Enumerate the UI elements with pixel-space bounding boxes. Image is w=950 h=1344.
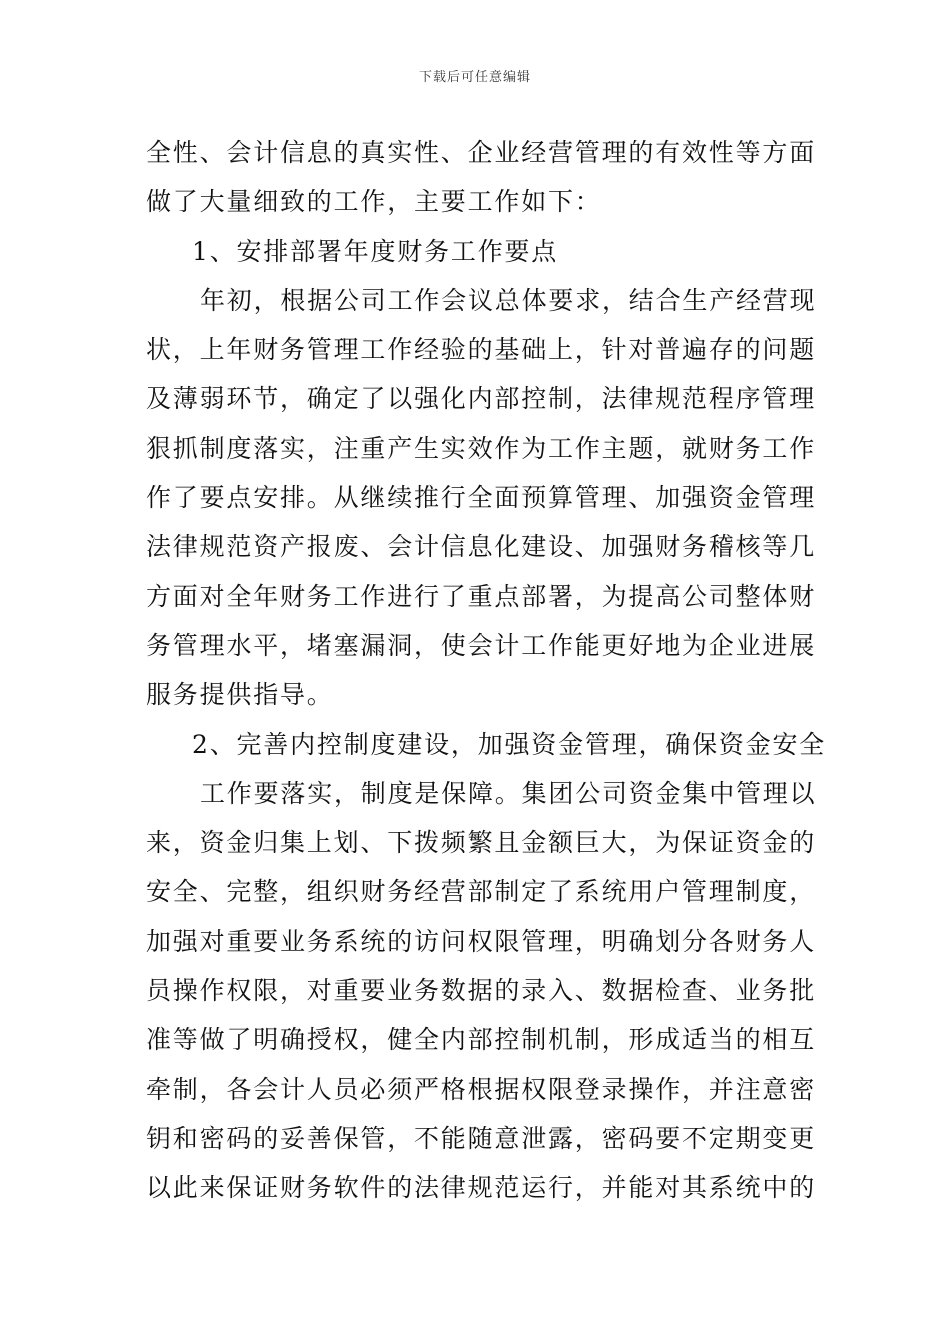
body-line: 及薄弱环节，确定了以强化内部控制，法律规范程序管理 bbox=[146, 384, 817, 414]
body-line: 准等做了明确授权，健全内部控制机制，形成适当的相互 bbox=[146, 1025, 817, 1055]
body-line: 全性、会计信息的真实性、企业经营管理的有效性等方面 bbox=[146, 138, 817, 167]
section-heading: 1、安排部署年度财务工作要点 bbox=[192, 236, 559, 266]
body-line: 来，资金归集上划、下拨频繁且金额巨大，为保证资金的 bbox=[146, 828, 817, 858]
body-line: 加强对重要业务系统的访问权限管理，明确划分各财务人 bbox=[146, 926, 817, 956]
body-line: 方面对全年财务工作进行了重点部署，为提高公司整体财 bbox=[146, 581, 817, 611]
section-heading: 2、完善内控制度建设，加强资金管理，确保资金安全 bbox=[192, 729, 827, 759]
body-line: 做了大量细致的工作，主要工作如下： bbox=[146, 187, 602, 217]
document-body bbox=[146, 128, 827, 1213]
body-line: 作了要点安排。从继续推行全面预算管理、加强资金管理 bbox=[146, 483, 817, 513]
body-line: 狠抓制度落实，注重产生实效作为工作主题，就财务工作 bbox=[146, 433, 817, 463]
body-line: 牵制，各会计人员必须严格根据权限登录操作，并注意密 bbox=[146, 1074, 817, 1104]
body-line: 钥和密码的妥善保管，不能随意泄露，密码要不定期变更 bbox=[146, 1123, 817, 1153]
body-line: 安全、完整，组织财务经营部制定了系统用户管理制度， bbox=[146, 877, 817, 907]
body-line: 以此来保证财务软件的法律规范运行，并能对其系统中的 bbox=[146, 1173, 817, 1203]
body-line: 服务提供指导。 bbox=[146, 680, 334, 710]
body-line: 法律规范资产报废、会计信息化建设、加强财务稽核等几 bbox=[146, 532, 817, 562]
body-line: 状，上年财务管理工作经验的基础上，针对普遍存的问题 bbox=[146, 335, 817, 365]
body-line: 员操作权限，对重要业务数据的录入、数据检查、业务批 bbox=[146, 976, 817, 1006]
body-line: 年初，根据公司工作会议总体要求，结合生产经营现 bbox=[200, 285, 817, 315]
body-line: 务管理水平，堵塞漏洞，使会计工作能更好地为企业进展 bbox=[146, 630, 817, 660]
body-line: 工作要落实，制度是保障。集团公司资金集中管理以 bbox=[200, 778, 817, 808]
page-header: 下载后可任意编辑 bbox=[418, 70, 531, 85]
